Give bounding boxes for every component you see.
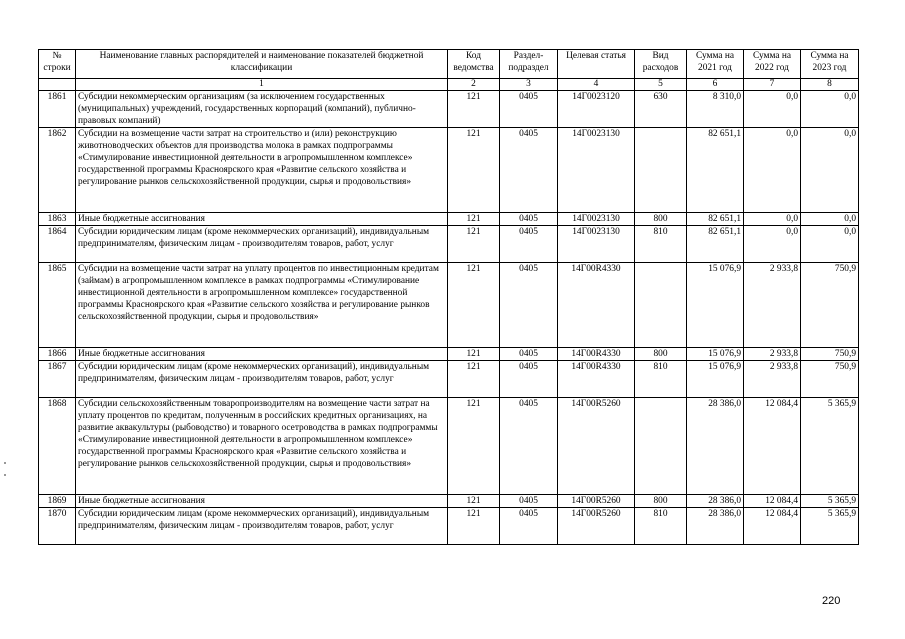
department-code: 121 [448,213,500,226]
sum-2021: 82 651,1 [687,226,744,263]
table-row [39,226,859,263]
indicator-name: Субсидии юридическим лицам (кроме некоммерческих организаций), индивидуальным предпринимателям, физическим лицам - производителям товаров, работ, услуг [76,226,448,263]
sum-2022: 0,0 [744,128,801,213]
scan-speck [4,474,6,476]
sum-2023: 5 365,9 [801,495,859,508]
header-kind: Вид расходов [635,50,687,79]
section-code: 0405 [500,213,558,226]
page-number: 220 [822,595,841,607]
column-number: 1 [76,79,448,91]
expense-kind: 630 [635,91,687,128]
sum-2023: 0,0 [801,128,859,213]
sum-2023: 0,0 [801,213,859,226]
header-section: Раздел- подраздел [500,50,558,79]
column-number [39,79,76,91]
section-code: 0405 [500,226,558,263]
sum-2022: 0,0 [744,91,801,128]
table-row [39,495,859,508]
column-number: 8 [801,79,859,91]
indicator-name: Субсидии сельскохозяйственным товаропроизводителям на возмещение части затрат на уплату процентов по кредитам, полученным в российских кредитных организациях, на развитие аквакультуры (рыбоводство) и товарного осетроводства в рамках подпрограммы «Стимулирование инвестиционной деятельности в агропромышленном комплексе» государственной программы Красноярского края «Развитие сельского хозяйства и регулирование рынков сельскохозяйственной продукции, сырья и продовольствия» [76,398,448,495]
row-number: 1869 [39,495,76,508]
sum-2021: 28 386,0 [687,398,744,495]
scan-speck [4,462,6,464]
row-number: 1865 [39,263,76,348]
column-number: 5 [635,79,687,91]
sum-2021: 28 386,0 [687,495,744,508]
header-target: Целевая статья [558,50,635,79]
department-code: 121 [448,508,500,545]
sum-2023: 5 365,9 [801,398,859,495]
sum-2023: 0,0 [801,91,859,128]
section-code: 0405 [500,398,558,495]
sum-2021: 15 076,9 [687,348,744,361]
indicator-name: Субсидии некоммерческим организациям (за исключением государственных (муниципальных) учреждений, государственных корпораций (компаний), публично-правовых компаний) [76,91,448,128]
column-number-row [39,79,859,91]
row-number: 1864 [39,226,76,263]
indicator-name: Субсидии юридическим лицам (кроме некоммерческих организаций), индивидуальным предпринимателям, физическим лицам - производителям товаров, работ, услуг [76,508,448,545]
target-article: 14Г0023120 [558,91,635,128]
target-article: 14Г00R5260 [558,398,635,495]
indicator-name: Иные бюджетные ассигнования [76,348,448,361]
expense-kind [635,263,687,348]
sum-2023: 750,9 [801,263,859,348]
expense-kind: 800 [635,495,687,508]
table-row [39,91,859,128]
sum-2021: 28 386,0 [687,508,744,545]
sum-2022: 12 084,4 [744,398,801,495]
header-row [39,50,859,79]
sum-2021: 8 310,0 [687,91,744,128]
sum-2022: 12 084,4 [744,495,801,508]
row-number: 1861 [39,91,76,128]
expense-kind: 800 [635,213,687,226]
table-row [39,348,859,361]
target-article: 14Г00R4330 [558,263,635,348]
sum-2023: 5 365,9 [801,508,859,545]
row-number: 1868 [39,398,76,495]
expense-kind [635,398,687,495]
sum-2021: 15 076,9 [687,361,744,398]
header-sum-2023: Сумма на 2023 год [801,50,859,79]
section-code: 0405 [500,508,558,545]
column-number: 6 [687,79,744,91]
table-row [39,398,859,495]
row-number: 1862 [39,128,76,213]
row-number: 1867 [39,361,76,398]
table-row [39,128,859,213]
header-sum-2021: Сумма на 2021 год [687,50,744,79]
sum-2023: 0,0 [801,226,859,263]
section-code: 0405 [500,91,558,128]
expense-kind: 810 [635,508,687,545]
header-name: Наименование главных распорядителей и наименование показателей бюджетной классификации [76,50,448,79]
target-article: 14Г00R5260 [558,508,635,545]
column-number: 4 [558,79,635,91]
column-number: 7 [744,79,801,91]
section-code: 0405 [500,263,558,348]
section-code: 0405 [500,348,558,361]
row-number: 1866 [39,348,76,361]
department-code: 121 [448,495,500,508]
expense-kind [635,128,687,213]
expense-kind: 810 [635,361,687,398]
section-code: 0405 [500,495,558,508]
header-row-no: № строки [39,50,76,79]
indicator-name: Субсидии на возмещение части затрат на уплату процентов по инвестиционным кредитам (займам) в агропромышленном комплексе в рамках подпрограммы «Стимулирование инвестиционной деятельности в агропромышленном комплексе» государственной программы Красноярского края «Развитие сельского хозяйства и регулирование рынков сельскохозяйственной продукции, сырья и продовольствия» [76,263,448,348]
sum-2022: 12 084,4 [744,508,801,545]
department-code: 121 [448,91,500,128]
header-code: Код ведомства [448,50,500,79]
sum-2022: 2 933,8 [744,361,801,398]
budget-table [38,49,859,545]
target-article: 14Г0023130 [558,128,635,213]
header-sum-2022: Сумма на 2022 год [744,50,801,79]
table-row [39,213,859,226]
indicator-name: Субсидии на возмещение части затрат на строительство и (или) реконструкцию животноводческих объектов для производства молока в рамках подпрограммы «Стимулирование инвестиционной деятельности в агропромышленном комплексе» государственной программы Красноярского края «Развитие сельского хозяйства и регулирование рынков сельскохозяйственной продукции, сырья и продовольствия» [76,128,448,213]
target-article: 14Г0023130 [558,226,635,263]
table-row [39,263,859,348]
department-code: 121 [448,348,500,361]
indicator-name: Иные бюджетные ассигнования [76,213,448,226]
sum-2021: 82 651,1 [687,213,744,226]
department-code: 121 [448,398,500,495]
indicator-name: Иные бюджетные ассигнования [76,495,448,508]
section-code: 0405 [500,361,558,398]
target-article: 14Г00R4330 [558,361,635,398]
target-article: 14Г0023130 [558,213,635,226]
sum-2022: 2 933,8 [744,348,801,361]
department-code: 121 [448,226,500,263]
column-number: 2 [448,79,500,91]
row-number: 1870 [39,508,76,545]
sum-2023: 750,9 [801,361,859,398]
expense-kind: 800 [635,348,687,361]
sum-2023: 750,9 [801,348,859,361]
section-code: 0405 [500,128,558,213]
row-number: 1863 [39,213,76,226]
indicator-name: Субсидии юридическим лицам (кроме некоммерческих организаций), индивидуальным предпринимателям, физическим лицам - производителям товаров, работ, услуг [76,361,448,398]
column-number: 3 [500,79,558,91]
table-body [39,91,859,545]
department-code: 121 [448,361,500,398]
sum-2021: 15 076,9 [687,263,744,348]
table-row [39,361,859,398]
budget-sheet [38,49,859,545]
sum-2022: 0,0 [744,226,801,263]
target-article: 14Г00R5260 [558,495,635,508]
target-article: 14Г00R4330 [558,348,635,361]
table-row [39,508,859,545]
sum-2021: 82 651,1 [687,128,744,213]
expense-kind: 810 [635,226,687,263]
sum-2022: 0,0 [744,213,801,226]
department-code: 121 [448,263,500,348]
sum-2022: 2 933,8 [744,263,801,348]
department-code: 121 [448,128,500,213]
